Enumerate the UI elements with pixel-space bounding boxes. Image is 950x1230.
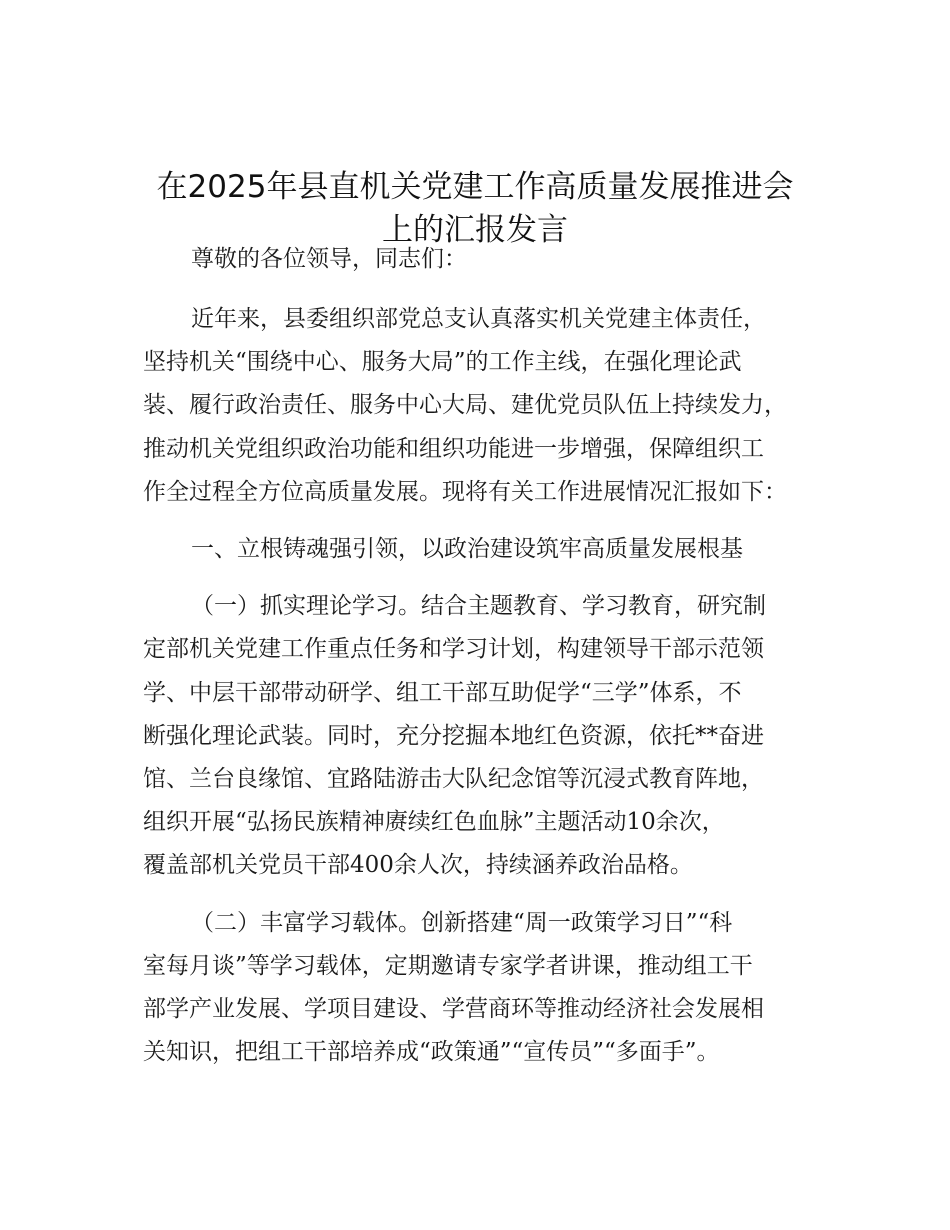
paragraph-line: 近年来，县委组织部党总支认真落实机关党建主体责任， [191,306,766,332]
paragraph-line: 定部机关党建工作重点任务和学习计划，构建领导干部示范领 [143,636,764,663]
salutation: 尊敬的各位领导，同志们： [191,246,467,272]
paragraph-line: 装、履行政治责任、服务中心大局、建优党员队伍上持续发力， [143,392,787,419]
paragraph-line: 覆盖部机关党员干部400余人次，持续涵养政治品格。 [143,852,693,879]
paragraph-line: 馆、兰台良缘馆、宜路陆游击大队纪念馆等沉浸式教育阵地， [143,766,764,793]
paragraph-line: 断强化理论武装。同时，充分挖掘本地红色资源，依托**奋进 [143,722,764,749]
section-heading: 一、立根铸魂强引领，以政治建设筑牢高质量发展根基 [191,536,743,563]
paragraph-line: 组织开展“弘扬民族精神赓续红色血脉”主题活动10余次， [143,809,725,836]
document-body [143,238,833,1074]
paragraph-line: 室每月谈”等学习载体，定期邀请专家学者讲课，推动组工干 [143,952,753,979]
title-line: 上的汇报发言 [382,212,568,248]
paragraph-line: 关知识，把组工干部培养成“政策通”“宣传员”“多面手”。 [143,1039,720,1066]
item-1-paragraph [143,585,833,887]
paragraph-line: 作全过程全方位高质量发展。现将有关工作进展情况汇报如下： [143,478,787,505]
item-2-paragraph [143,902,833,1075]
paragraph-line: （二）丰富学习载体。创新搭建“周一政策学习日”“科 [191,909,733,936]
paragraph-line: 坚持机关“围绕中心、服务大局”的工作主线，在强化理论武 [143,349,742,376]
paragraph-line: （一）抓实理论学习。结合主题教育、学习教育，研究制 [191,593,766,620]
paragraph-line: 部学产业发展、学项目建设、学营商环等推动经济社会发展相 [143,996,764,1023]
paragraph-line: 推动机关党组织政治功能和组织功能进一步增强，保障组织工 [143,435,764,462]
paragraph-line: 学、中层干部带动研学、组工干部互助促学“三学”体系，不 [143,679,742,706]
intro-paragraph [143,298,833,514]
title-line: 在2025年县直机关党建工作高质量发展推进会 [156,169,794,205]
